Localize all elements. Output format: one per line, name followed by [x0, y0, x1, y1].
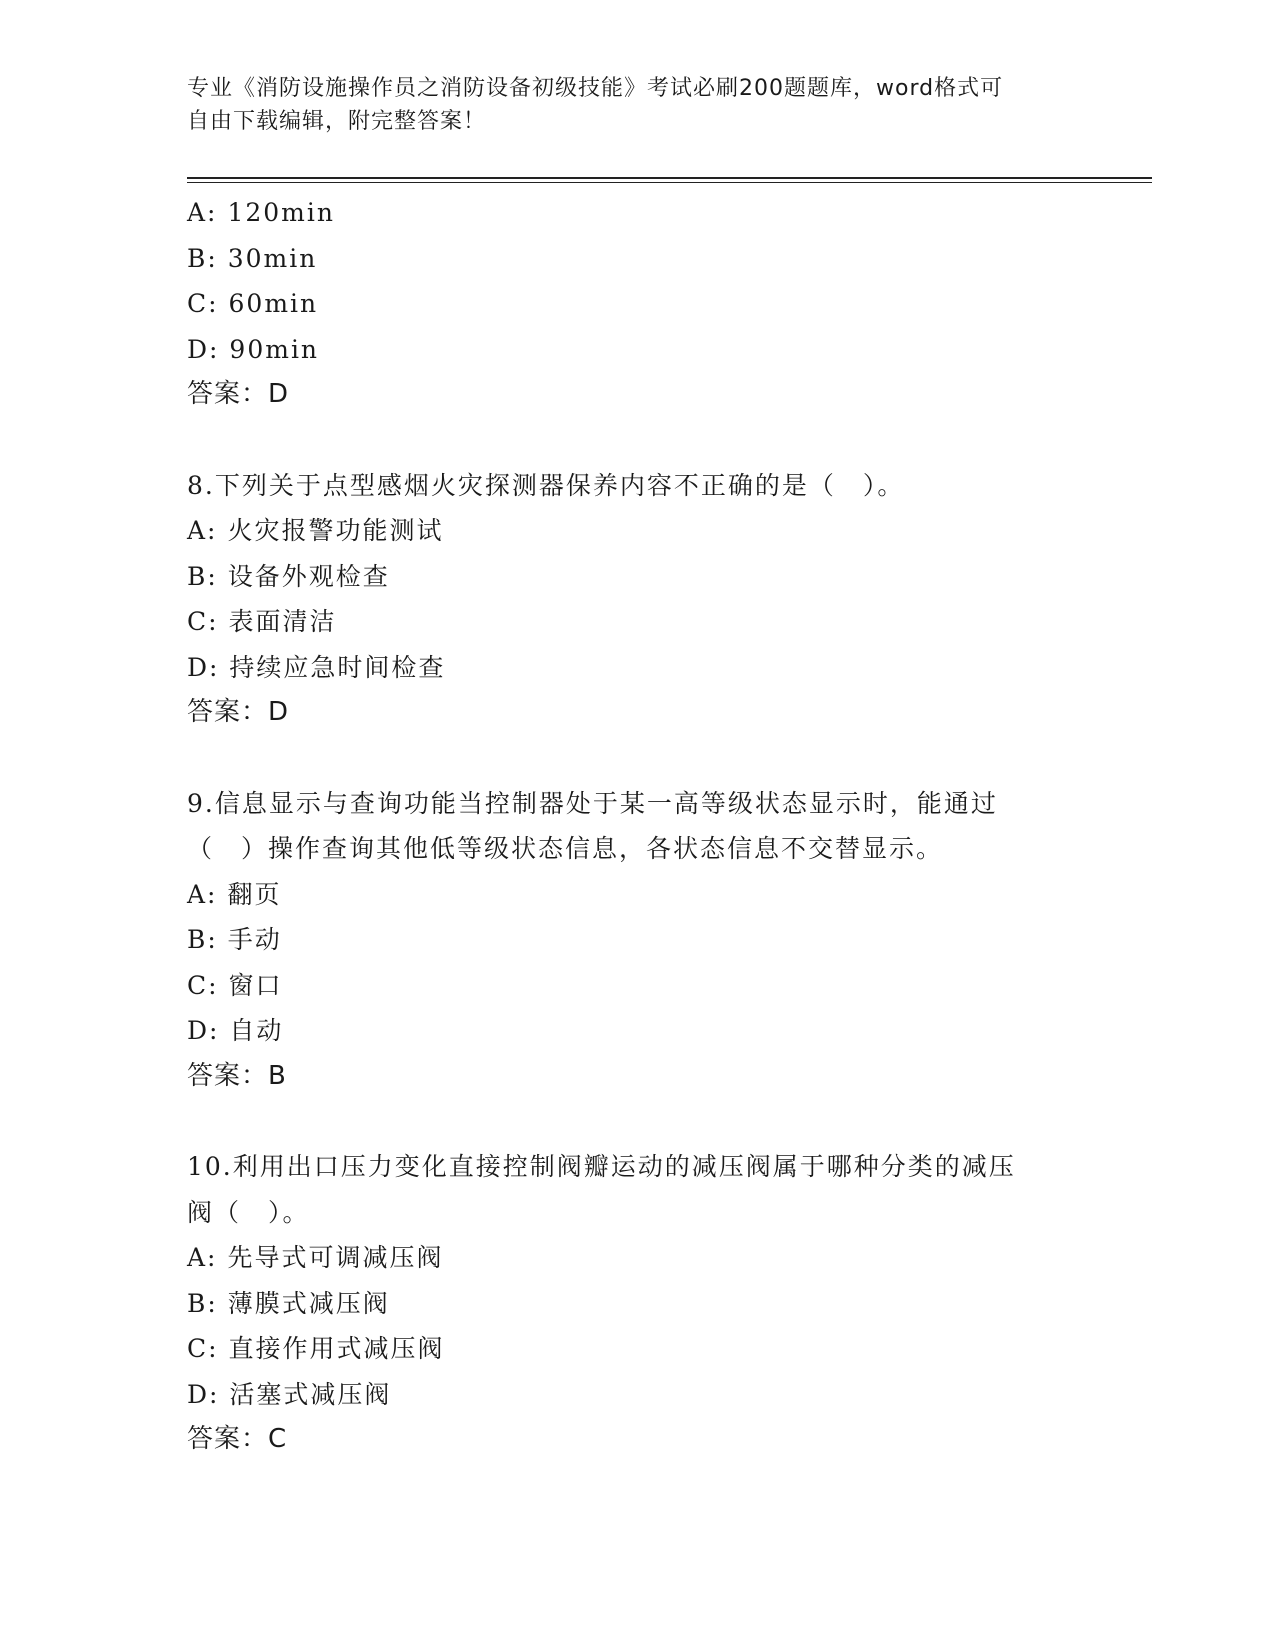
question-list	[187, 190, 1152, 1463]
answer-line: 答案：D	[187, 379, 290, 409]
option-d: D: 活塞式减压阀	[187, 1379, 392, 1409]
question-7-partial	[187, 190, 1152, 418]
option-c: C: 表面清洁	[187, 607, 337, 636]
option-a: A: 120min	[187, 198, 335, 227]
option-d: D: 持续应急时间检查	[187, 652, 446, 682]
answer-line: 答案：C	[187, 1424, 288, 1454]
question-stem-line-1: 10.利用出口压力变化直接控制阀瓣运动的减压阀属于哪种分类的减压	[187, 1152, 1016, 1181]
option-d: D: 90min	[187, 334, 320, 364]
question-stem-line-2: 阀（ ）。	[187, 1197, 310, 1227]
header-line-2: 自由下载编辑，附完整答案！	[187, 109, 487, 134]
option-b: B: 薄膜式减压阀	[187, 1288, 390, 1318]
option-a: A: 先导式可调减压阀	[187, 1243, 444, 1272]
question-stem-line-2: （ ）操作查询其他低等级状态信息，各状态信息不交替显示。	[187, 834, 944, 863]
question-10	[187, 1144, 1152, 1463]
header-line-1: 专业《消防设施操作员之消防设备初级技能》考试必刷200题题库，word格式可	[187, 76, 1004, 101]
option-b: B: 设备外观检查	[187, 561, 390, 591]
answer-line: 答案：D	[187, 697, 290, 727]
question-stem-line-1: 9.信息显示与查询功能当控制器处于某一高等级状态显示时，能通过	[187, 788, 998, 818]
document-header	[187, 72, 1067, 138]
option-b: B: 手动	[187, 925, 282, 954]
option-c: C: 60min	[187, 289, 319, 318]
question-stem: 8.下列关于点型感烟火灾探测器保养内容不正确的是（ ）。	[187, 470, 905, 500]
option-b: B: 30min	[187, 243, 318, 273]
document-page	[187, 0, 1152, 1650]
option-c: C: 窗口	[187, 970, 283, 1000]
option-a: A: 火灾报警功能测试	[187, 516, 444, 545]
option-a: A: 翻页	[187, 879, 282, 909]
option-c: C: 直接作用式减压阀	[187, 1334, 445, 1363]
question-9	[187, 781, 1152, 1100]
header-divider	[187, 177, 1152, 183]
answer-line: 答案：B	[187, 1060, 287, 1091]
option-d: D: 自动	[187, 1016, 284, 1045]
question-8	[187, 463, 1152, 736]
